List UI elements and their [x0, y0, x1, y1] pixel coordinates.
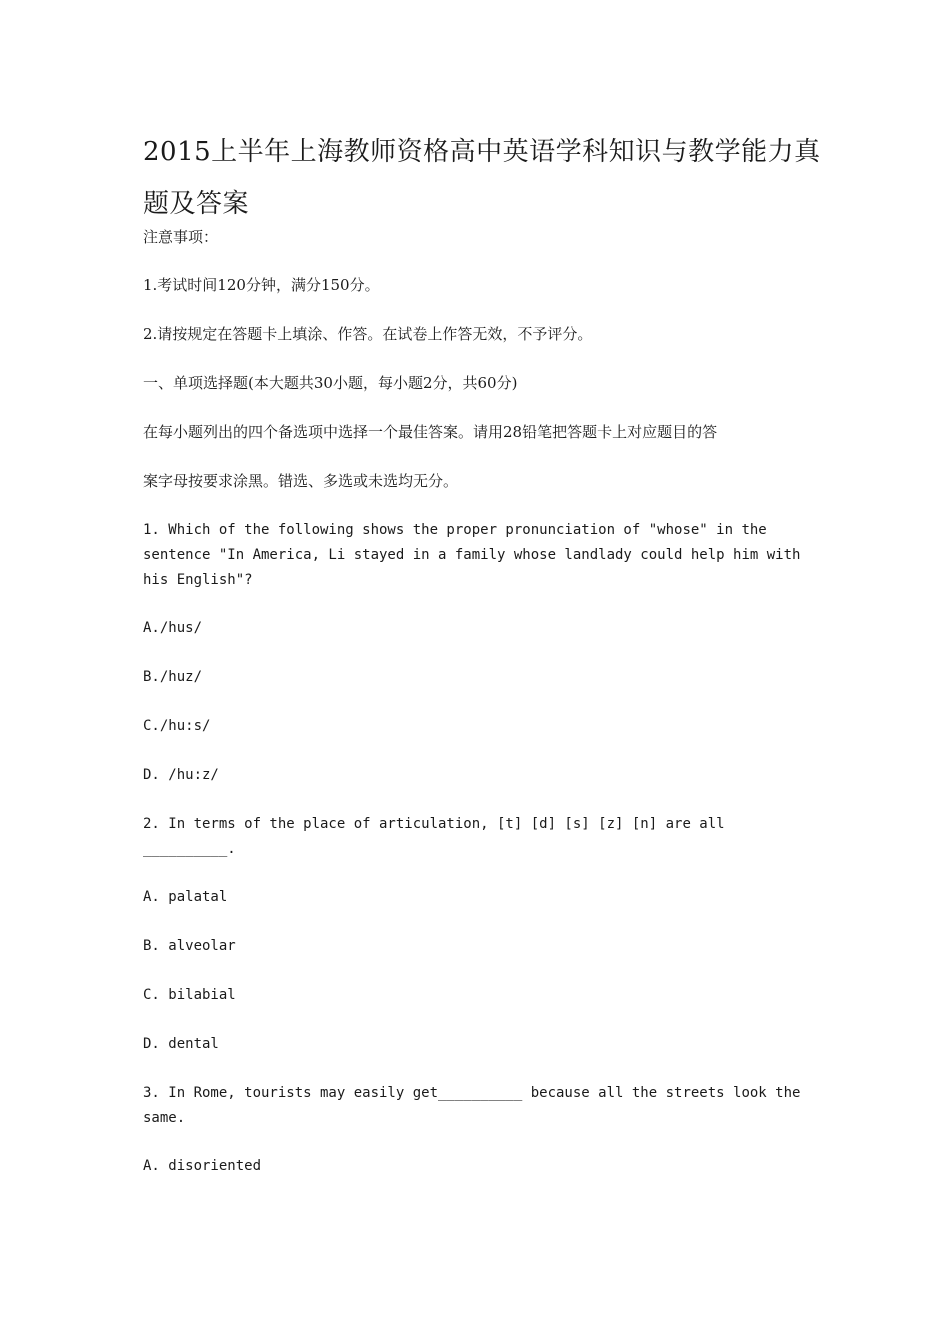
question-2-stem: 2. In terms of the place of articulation, [t] [d] [s] [z] [n] are all __________.	[143, 816, 734, 857]
question-2-option-a: A. palatal	[143, 889, 228, 905]
notice-heading: 注意事项：	[143, 228, 219, 246]
document-title: 2015上半年上海教师资格高中英语学科知识与教学能力真题及答案	[143, 137, 821, 219]
question-2-option-c: C. bilabial	[143, 987, 236, 1003]
question-1-option-d: D. /hu:z/	[143, 767, 219, 783]
question-1-option-c: C./hu:s/	[143, 718, 211, 734]
notice-item-2: 2.请按规定在答题卡上填涂、作答。在试卷上作答无效，不予评分。	[143, 325, 593, 343]
instruction-line-1: 在每小题列出的四个备选项中选择一个最佳答案。请用28铅笔把答题卡上对应题目的答	[143, 423, 718, 441]
question-2-option-b: B. alveolar	[143, 938, 236, 954]
section-heading: 一、单项选择题(本大题共30小题，每小题2分，共60分)	[143, 374, 518, 392]
question-1-stem: 1. Which of the following shows the proper pronunciation of "whose" in the sentence "In America, Li stayed in a family whose landlady could help him with his English"?	[143, 522, 809, 588]
instruction-line-2: 案字母按要求涂黑。错选、多选或未选均无分。	[143, 472, 459, 490]
question-1-option-b: B./huz/	[143, 669, 203, 685]
question-3-option-a: A. disoriented	[143, 1158, 262, 1174]
question-1-option-a: A./hus/	[143, 620, 203, 636]
question-2-option-d: D. dental	[143, 1036, 219, 1052]
notice-item-1: 1.考试时间120分钟，满分150分。	[143, 276, 380, 294]
question-3-stem: 3. In Rome, tourists may easily get__________ because all the streets look the same.	[143, 1085, 809, 1126]
